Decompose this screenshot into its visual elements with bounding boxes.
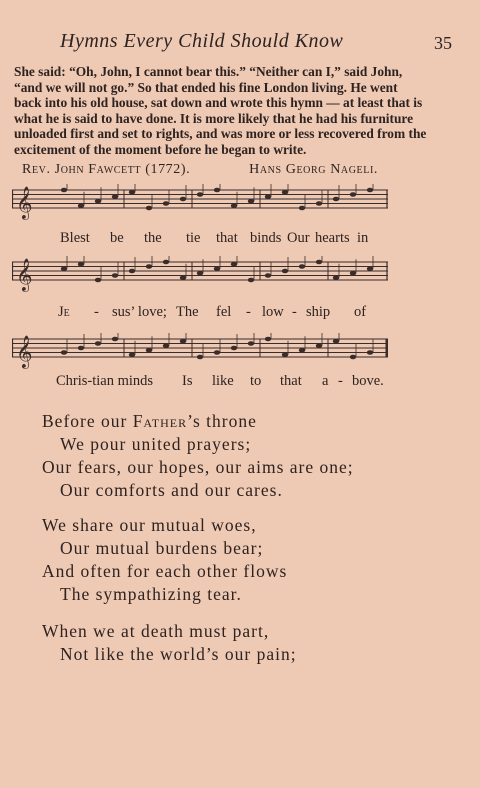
lyric-syllable: binds	[250, 230, 282, 246]
prose-line: unloaded first and set to rights, and was more or less recovered from the	[14, 126, 427, 142]
lyric-syllable: Blest	[60, 230, 90, 246]
lyric-syllable: to	[250, 373, 262, 389]
verse-line: Our mutual burdens bear;	[60, 538, 264, 558]
prose-line: She said: “Oh, John, I cannot bear this.” “Neither can I,” said John,	[14, 64, 403, 79]
running-header	[60, 30, 460, 54]
lyric-syllable: hearts	[315, 230, 350, 246]
composer-credit: Hans Georg Nageli.	[249, 162, 378, 177]
lyric-syllable: -	[94, 304, 99, 320]
music-staff	[12, 184, 388, 230]
prose-line: “and we will not go.” So that ended his fine London living. He went	[14, 79, 398, 95]
lyric-syllable: ship	[306, 304, 331, 320]
lyric-syllable: sus’ love;	[112, 304, 167, 320]
lyric-syllable: like	[212, 373, 234, 389]
running-title: Hymns Every Child Should Know	[60, 30, 344, 52]
music-system-2	[12, 256, 388, 322]
verse-line: We share our mutual woes,	[42, 515, 257, 535]
verse-line: The sympathizing tear.	[60, 584, 242, 604]
lyrics-line-1	[12, 230, 388, 248]
verse-line: Before our Father’s throne	[42, 411, 257, 431]
lyric-syllable: in	[357, 230, 369, 246]
lyric-syllable: Our	[287, 230, 310, 246]
svg-text:𝄞: 𝄞	[16, 186, 33, 219]
svg-text:𝄞: 𝄞	[16, 258, 33, 291]
verse-line: Our fears, our hopes, our aims are one;	[42, 457, 354, 477]
verse-line: And often for each other flows	[42, 561, 288, 581]
lyric-syllable: a	[322, 373, 329, 389]
stanza-1	[42, 410, 354, 502]
prose-line: back into his old house, sat down and wrote this hymn — at least that is	[14, 95, 423, 111]
verse-line: We pour united prayers;	[60, 434, 252, 454]
lyric-syllable: be	[110, 230, 124, 246]
lyric-syllable: Je	[58, 304, 70, 320]
prose-line: what he is said to have done. It is more likely that he had his furniture	[14, 110, 414, 126]
svg-text:𝄞: 𝄞	[16, 335, 33, 368]
music-staff	[12, 333, 388, 373]
lyric-syllable: fel	[216, 304, 232, 320]
author-credit: Rev. John Fawcett (1772).	[22, 162, 191, 177]
music-staff	[12, 256, 388, 302]
lyric-syllable: Chris-tian minds	[56, 373, 154, 389]
lyric-syllable: The	[176, 304, 199, 320]
page-number: 35	[434, 33, 452, 53]
lyric-syllable: -	[338, 373, 343, 389]
lyric-syllable: Is	[182, 373, 193, 389]
stanza-3	[42, 620, 297, 666]
lyric-syllable: the	[144, 230, 162, 246]
stanza-2	[42, 514, 287, 606]
lyrics-line-3	[12, 373, 388, 391]
verse-word: Father	[132, 411, 188, 431]
verse-line: When we at death must part,	[42, 621, 270, 641]
lyric-syllable: tie	[186, 230, 201, 246]
verse-line: Not like the world’s our pain;	[60, 644, 297, 664]
hymn-credits	[22, 162, 378, 180]
lyric-syllable: -	[292, 304, 297, 320]
verse-line: Our comforts and our cares.	[60, 480, 283, 500]
prose-line: excitement of the moment before he began to write.	[14, 141, 307, 157]
music-system-3	[12, 333, 388, 393]
prose-paragraph	[14, 64, 427, 158]
lyric-syllable: that	[216, 230, 238, 246]
lyric-syllable: low	[262, 304, 284, 320]
lyric-syllable: -	[246, 304, 251, 320]
lyrics-line-2	[12, 304, 388, 322]
music-system-1	[12, 184, 388, 250]
lyric-syllable: bove.	[352, 373, 384, 389]
lyric-syllable: that	[280, 373, 302, 389]
lyric-syllable: of	[354, 304, 367, 320]
